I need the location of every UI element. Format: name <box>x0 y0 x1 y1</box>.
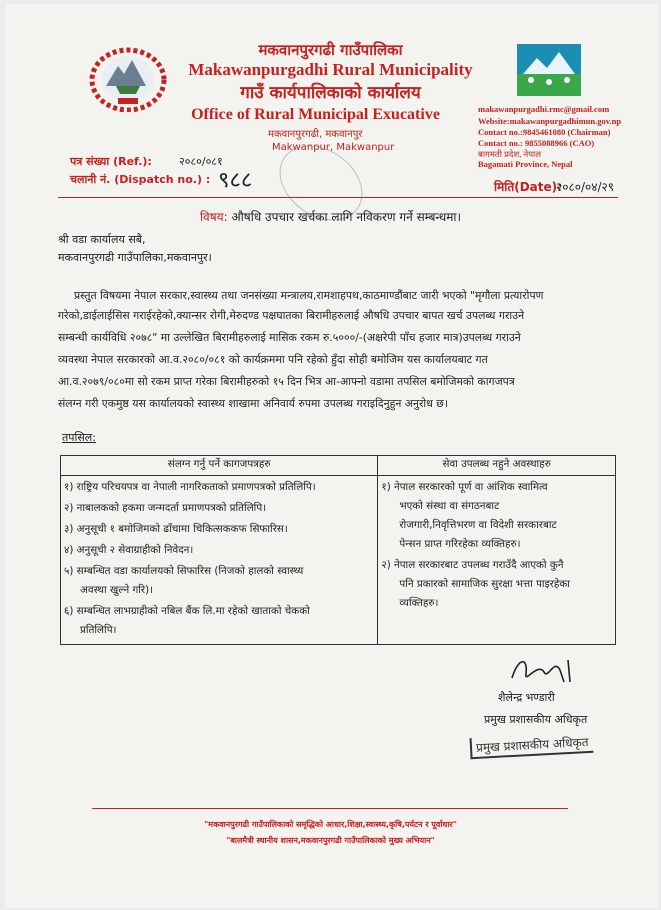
designation-stamp: प्रमुख प्रशासकीय अधिकृत <box>470 732 594 759</box>
subject-line <box>0 208 661 225</box>
list-item: ६) सम्बन्धित लाभग्राहीको नबिल बैंक लि.मा रहेको खाताको चेकको प्रतिलिपि। <box>64 605 310 636</box>
list-item: ५) सम्बन्धित वडा कार्यालयको सिफारिस (निजको हालको स्वास्थ्य अवस्था खुल्ने गरि)। <box>64 565 304 596</box>
date-value: २०८०/०४/२९ <box>556 180 615 194</box>
footer-motto-2: "बालमैत्री स्थानीय शासन,मकवानपुरगढी गाउँपालिकाको मुख्य अभियान" <box>226 836 435 845</box>
body-line: व्यवस्था नेपाल सरकारको आ.व.२०८०/०८१ को कार्यक्रममा पनि रहेको हुँदा सोही बमोजिम यस कार्यालयबाट गत <box>58 353 488 366</box>
dispatch-value: ९८८ <box>218 168 253 193</box>
contact-cao: Contact no.: 9855088966 (CAO) <box>478 138 595 148</box>
office-name-en: Office of Rural Municipal Exucative <box>191 106 440 123</box>
requirements-table <box>60 455 616 645</box>
province-ne: बागमती प्रदेश, नेपाल <box>478 149 541 159</box>
subject-label: विषय: <box>199 210 228 224</box>
documents-cell <box>61 476 378 645</box>
footer-divider <box>92 808 568 809</box>
addressee-line2: मकवानपुरगढी गाउँपालिका,मकवानपुर। <box>58 251 212 264</box>
contact-chairman: Contact no.:9845461080 (Chairman) <box>478 127 611 137</box>
ref-label: पत्र संख्या (Ref.): <box>70 155 152 168</box>
addressee-line1: श्री वडा कार्यालय सबै, <box>58 233 146 246</box>
body-line: आ.व.२०७९/०८०मा सो रकम प्राप्त गरेका बिरामीहरुको १५ दिन भित्र आ-आफ्नो वडामा तपसिल बमोजिमको कागजपत्र <box>58 375 515 388</box>
list-item: २) नेपाल सरकारबाट उपलब्ध गराउँदै आएको कुनै पनि प्रकारको सामाजिक सुरक्षा भत्ता पाइरहेका व्यक्तिहरु। <box>381 559 570 609</box>
tapsil-label: तपसिल: <box>62 431 96 444</box>
ref-value: २०८०/०८१ <box>179 155 223 168</box>
signatory-title: प्रमुख प्रशासकीय अधिकृत <box>484 713 588 726</box>
list-item: ४) अनुसूची २ सेवाग्राहीको निवेदन। <box>64 544 194 556</box>
signatory-name: शैलेन्द्र भण्डारी <box>498 691 555 704</box>
footer-motto-1: "मकवानपुरगढी गाउँपालिकाको समृद्धिको आधार,शिक्षा,स्वास्थ्य,कृषि,पर्यटन र पूर्वाधार" <box>204 820 457 829</box>
list-item: २) नाबालकको हकमा जन्मदर्ता प्रमाणपत्रको प्रतिलिपि। <box>64 502 267 514</box>
contact-email: makawanpurgadhi.rmc@gmail.com <box>478 104 610 114</box>
municipality-name-en: Makawanpurgadhi Rural Municipality <box>188 60 473 79</box>
address-en: Makwanpur, Makwanpur <box>272 142 395 153</box>
list-item: १) राष्ट्रिय परिचयपत्र वा नेपाली नागरिकताको प्रमाणपत्रको प्रतिलिपि। <box>64 481 316 493</box>
col2-header: सेवा उपलब्ध नहुने अवस्थाहरु <box>378 456 616 476</box>
body-line: संलग्न गरी एकमुष्ठ यस कार्यालयको स्वास्थ्य शाखामा अनिवार्य रुपमा उपलब्ध गराइदिनुहुन अनुरोध छ। <box>58 397 448 410</box>
signature-scribble <box>508 652 578 688</box>
header-divider <box>58 197 618 198</box>
office-name-ne: गाउँ कार्यपालिकाको कार्यालय <box>240 83 421 103</box>
body-line: सम्बन्धी कार्यविधि २०७८" मा उल्लेखित बिरामीहरुलाई मासिक रकम रु.५०००/-(अक्षरेपी पाँच हजार मात्र)उपलब्ध गराउने <box>58 331 521 344</box>
dispatch-label: चलानी नं. (Dispatch no.) : <box>70 173 211 186</box>
exclusions-cell <box>378 476 616 645</box>
body-line: गरेको,डाईलाईसिस गराईरहेको,क्यान्सर रोगी,मेरुदण्ड पक्षघातका बिरामीहरुलाई औषधि उपचार बापत खर्च उपलब्ध गराउने <box>58 309 525 322</box>
subject-text: औषधि उपचार खर्चका लागि नविकरण गर्ने सम्बन्धमा। <box>231 210 462 224</box>
list-item: ३) अनुसूची १ बमोजिमको ढाँचामा चिकित्सककफ सिफारिस। <box>64 523 288 535</box>
municipality-name-ne: मकवानपुरगढी गाउँपालिका <box>258 41 403 59</box>
body-line: प्रस्तुत विषयमा नेपाल सरकार,स्वास्थ्य तथा जनसंख्या मन्त्रालय,रामशाहपथ,काठमाण्डौंबाट जारी भएको "मृगौला प्रत्यारोपण <box>74 289 544 302</box>
contact-website: Website:makawanpurgadhimun.gov.np <box>478 116 622 126</box>
address-ne: मकवानपुरगढी, मकवानपुर <box>268 129 363 140</box>
date-label: मिति(Date): <box>494 180 562 194</box>
col1-header: संलग्न गर्नु पर्ने कागजपत्रहरु <box>61 456 378 476</box>
province-en: Bagamati Province, Nepal <box>478 159 573 169</box>
list-item: १) नेपाल सरकारको पूर्ण वा आंशिक स्वामित्व भएको संस्था वा संगठनबाट रोजगारी,निवृत्तिभरण वा विदेशी सरकारबाट पेन्सन प्राप्त गरिरहेका व्यक्तिहरु। <box>381 481 557 550</box>
